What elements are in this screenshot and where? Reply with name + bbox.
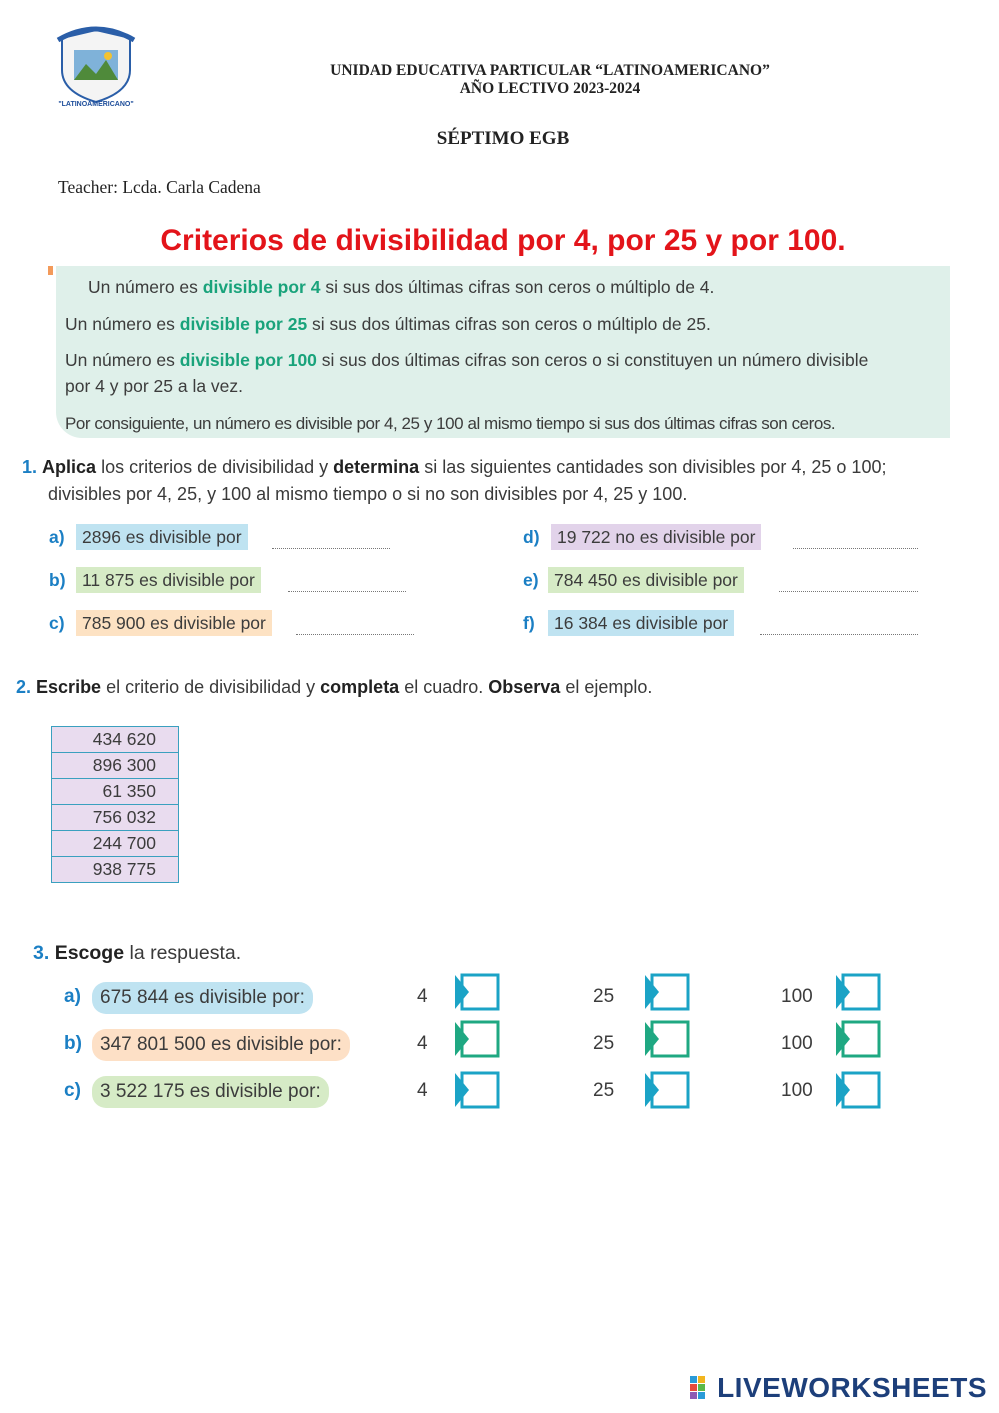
table-cell: 434 620 <box>52 727 179 753</box>
option-25: 25 <box>593 1033 615 1054</box>
checkbox-c-25[interactable] <box>644 1071 690 1109</box>
item-d-text: 19 722 no es divisible por <box>551 524 761 550</box>
rules-box <box>56 266 950 438</box>
choice-b-text: 347 801 500 es divisible por: <box>92 1029 350 1061</box>
teacher-name: Teacher: Lcda. Carla Cadena <box>58 177 261 197</box>
option-100: 100 <box>781 986 813 1007</box>
table-cell: 61 350 <box>52 779 179 805</box>
rule-4: Un número es divisible por 4 si sus dos últimas cifras son ceros o múltiplo de 4. <box>88 277 715 297</box>
worksheet-title: Criterios de divisibilidad por 4, por 25 y por 100. <box>160 224 846 257</box>
rules-box-tab <box>48 266 53 275</box>
exercise-3-instructions: 3. Escoge la respuesta. <box>33 942 242 964</box>
table-cell: 938 775 <box>52 857 179 883</box>
answer-line-d[interactable] <box>793 548 918 549</box>
choice-label-c: c) <box>64 1080 81 1101</box>
checkbox-a-100[interactable] <box>835 973 881 1011</box>
school-name: UNIDAD EDUCATIVA PARTICULAR “LATINOAMERICANO” <box>330 62 770 79</box>
checkbox-a-4[interactable] <box>454 973 500 1011</box>
table-cell: 244 700 <box>52 831 179 857</box>
item-e-text: 784 450 es divisible por <box>548 567 744 593</box>
table-cell: 756 032 <box>52 805 179 831</box>
item-label-e: e) <box>523 570 539 590</box>
liveworksheets-brand[interactable]: LIVEWORKSHEETS <box>717 1372 987 1403</box>
checkbox-c-100[interactable] <box>835 1071 881 1109</box>
option-100: 100 <box>781 1033 813 1054</box>
option-100: 100 <box>781 1080 813 1101</box>
answer-line-c[interactable] <box>296 634 414 635</box>
option-25: 25 <box>593 1080 615 1101</box>
answer-line-e[interactable] <box>779 591 918 592</box>
school-logo <box>50 26 142 108</box>
rule-100: Un número es divisible por 100 si sus dos últimas cifras son ceros o si constituyen un número divisible por 4 y por 25 a la vez. <box>65 350 869 396</box>
item-a-text: 2896 es divisible por <box>76 524 248 550</box>
grade-label: SÉPTIMO EGB <box>436 128 570 149</box>
item-label-b: b) <box>49 570 66 590</box>
choice-label-a: a) <box>64 986 81 1007</box>
exercise-2-instructions: 2. Escribe el criterio de divisibilidad y completa el cuadro. Observa el ejemplo. <box>16 677 653 697</box>
item-label-d: d) <box>523 527 540 547</box>
table-cell: 896 300 <box>52 753 179 779</box>
option-25: 25 <box>593 986 615 1007</box>
school-header <box>250 62 850 98</box>
choice-label-b: b) <box>64 1033 82 1054</box>
rule-25: Un número es divisible por 25 si sus dos últimas cifras son ceros o múltiplo de 25. <box>65 314 711 334</box>
checkbox-a-25[interactable] <box>644 973 690 1011</box>
checkbox-c-4[interactable] <box>454 1071 500 1109</box>
item-f-text: 16 384 es divisible por <box>548 610 734 636</box>
logo-caption: "LATINOAMERICANO" <box>58 101 134 108</box>
answer-line-a[interactable] <box>272 548 390 549</box>
answer-line-f[interactable] <box>760 634 918 635</box>
choice-c-text: 3 522 175 es divisible por: <box>92 1076 329 1108</box>
school-year: AÑO LECTIVO 2023-2024 <box>459 80 641 97</box>
checkbox-b-25[interactable] <box>644 1020 690 1058</box>
rule-summary: Por consiguiente, un número es divisible por 4, 25 y 100 al mismo tiempo si sus dos últimas cifras son ceros. <box>65 414 836 433</box>
checkbox-b-4[interactable] <box>454 1020 500 1058</box>
item-b-text: 11 875 es divisible por <box>76 567 261 593</box>
option-4: 4 <box>417 1080 428 1101</box>
exercise-1-instructions: 1. Aplica los criterios de divisibilidad y determina si las siguientes cantidades son divisibles por 4, 25 o 100; divisibles por 4, 25, y 100 al mismo tiempo o si no son divisibles por 4, 25 y 100. <box>22 457 887 504</box>
item-c-text: 785 900 es divisible por <box>76 610 272 636</box>
item-label-a: a) <box>49 527 65 547</box>
numbers-table <box>51 726 179 883</box>
checkbox-b-100[interactable] <box>835 1020 881 1058</box>
item-label-c: c) <box>49 613 65 633</box>
item-label-f: f) <box>523 613 535 633</box>
choice-a-text: 675 844 es divisible por: <box>92 982 313 1014</box>
liveworksheets-logo-icon <box>690 1376 714 1400</box>
option-4: 4 <box>417 1033 428 1054</box>
answer-line-b[interactable] <box>288 591 406 592</box>
option-4: 4 <box>417 986 428 1007</box>
